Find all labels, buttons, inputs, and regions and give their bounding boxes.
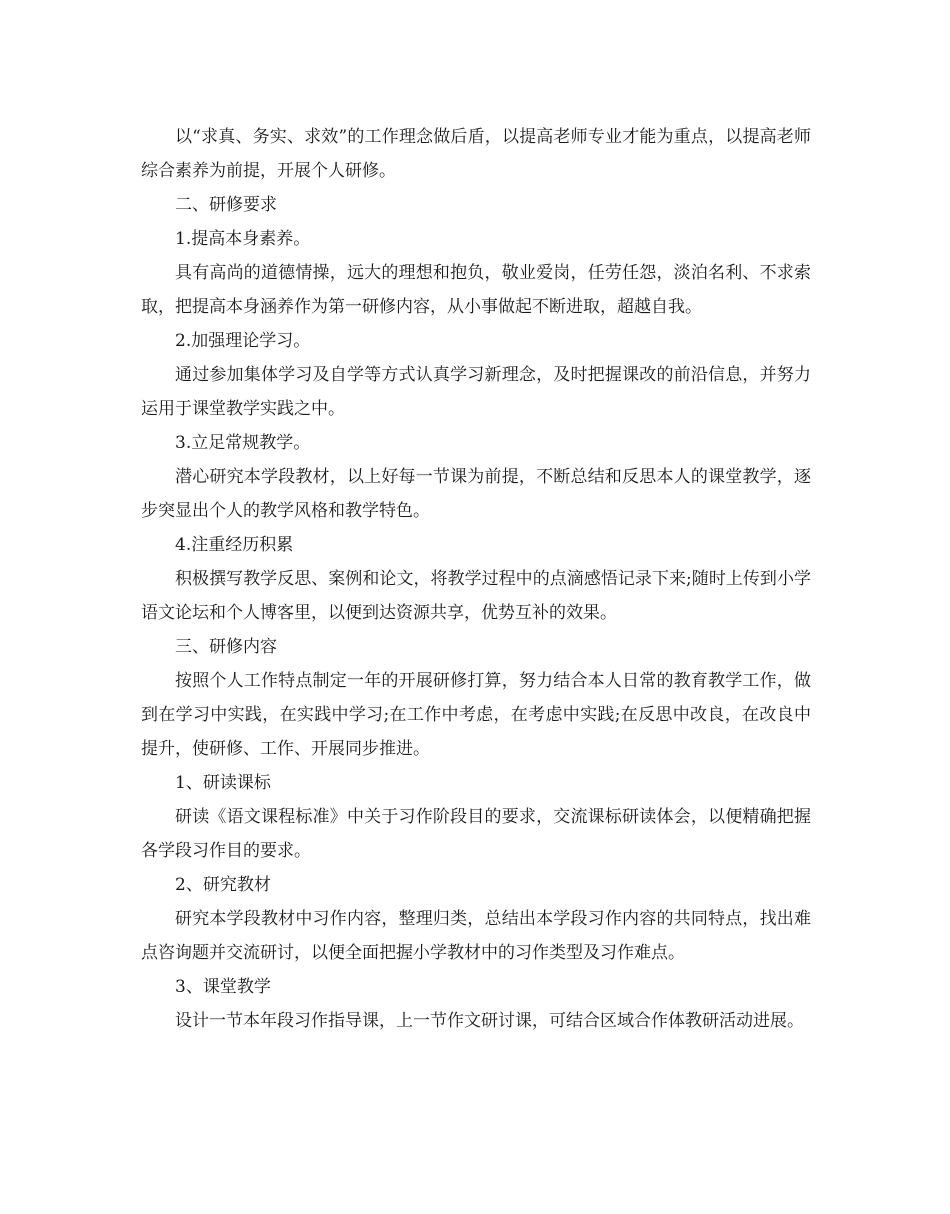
- paragraph: 潜心研究本学段教材，以上好每一节课为前提，不断总结和反思本人的课堂教学，逐步突显出个人的教学风格和教学特色。: [141, 467, 811, 521]
- subsection-heading: 4.注重经历积累: [175, 535, 294, 555]
- subsection-heading: 1、研读课标: [175, 773, 271, 793]
- subsection-heading: 2.加强理论学习。: [175, 331, 311, 351]
- paragraph: 设计一节本年段习作指导课，上一节作文研讨课，可结合区域合作体教研活动进展。: [175, 1011, 804, 1031]
- paragraph: 积极撰写教学反思、案例和论文，将教学过程中的点滴感悟记录下来;随时上传到小学语文论坛和个人博客里，以便到达资源共享，优势互补的效果。: [141, 569, 811, 623]
- paragraph: 研读《语文课程标准》中关于习作阶段目的要求，交流课标研读体会，以便精确把握各学段习作目的要求。: [141, 807, 811, 861]
- paragraph: 具有高尚的道德情操，远大的理想和抱负，敬业爱岗，任劳任怨，淡泊名利、不求索取，把提高本身涵养作为第一研修内容，从小事做起不断进取，超越自我。: [141, 263, 811, 317]
- paragraph: 研究本学段教材中习作内容，整理归类，总结出本学段习作内容的共同特点，找出难点咨询题并交流研讨，以便全面把握小学教材中的习作类型及习作难点。: [141, 909, 811, 963]
- section-heading: 三、研修内容: [175, 637, 277, 657]
- section-heading: 二、研修要求: [175, 195, 277, 215]
- subsection-heading: 3、课堂教学: [175, 977, 271, 997]
- subsection-heading: 2、研究教材: [175, 875, 271, 895]
- paragraph: 按照个人工作特点制定一年的开展研修打算，努力结合本人日常的教育教学工作，做到在学习中实践，在实践中学习;在工作中考虑，在考虑中实践;在反思中改良，在改良中提升，使研修、工作、开展同步推进。: [141, 671, 811, 759]
- document-body: [141, 120, 811, 1038]
- subsection-heading: 3.立足常规教学。: [175, 433, 311, 453]
- paragraph: 以“求真、务实、求效”的工作理念做后盾，以提高老师专业才能为重点，以提高老师综合素养为前提，开展个人研修。: [141, 127, 811, 181]
- paragraph: 通过参加集体学习及自学等方式认真学习新理念，及时把握课改的前沿信息，并努力运用于课堂教学实践之中。: [141, 365, 811, 419]
- subsection-heading: 1.提高本身素养。: [175, 229, 311, 249]
